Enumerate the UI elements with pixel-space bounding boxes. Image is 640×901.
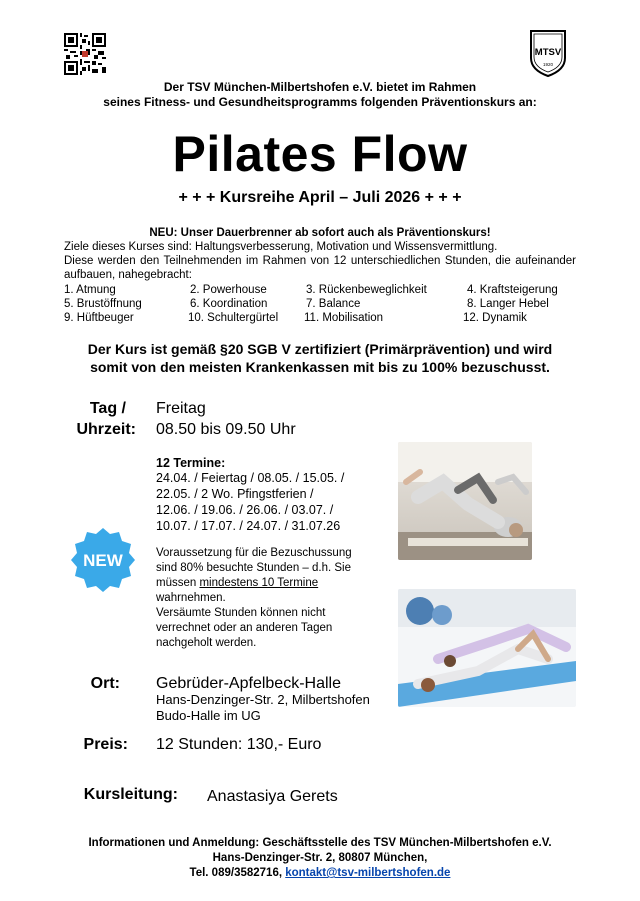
club-logo <box>528 28 568 78</box>
requirement-line-5: Versäumte Stunden können nicht <box>156 607 326 619</box>
price-label: Preis: <box>83 736 128 753</box>
topic-5: 5. Brustöffnung <box>64 298 142 310</box>
intro-line-1: Der TSV München-Milbertshofen e.V. bietet im Rahmen <box>163 80 477 94</box>
requirement-line-3a: müssen <box>156 577 200 589</box>
location-room: Budo-Halle im UG <box>156 708 261 723</box>
location-address: Hans-Denzinger-Str. 2, Milbertshofen <box>156 692 370 707</box>
price-value: 12 Stunden: 130,- Euro <box>156 736 322 753</box>
location-name: Gebrüder-Apfelbeck-Halle <box>156 675 341 692</box>
schedule-day: Freitag <box>156 400 206 417</box>
topic-9: 9. Hüftbeuger <box>64 312 134 324</box>
instructor-name: Anastasiya Gerets <box>207 788 338 805</box>
pilates-photo-1 <box>398 442 532 560</box>
intro-line-2: seines Fitness- und Gesundheitsprogramms folgenden Präventionskurs an: <box>103 95 537 109</box>
schedule-time: 08.50 bis 09.50 Uhr <box>156 421 296 438</box>
termine-dates-1: 24.04. / Feiertag / 08.05. / 15.05. / <box>156 471 345 485</box>
club-logo-text: MTSV <box>534 47 562 58</box>
topic-1: 1. Atmung <box>64 284 116 296</box>
requirement-line-2: sind 80% besuchte Stunden – d.h. Sie <box>156 562 352 574</box>
new-badge-text: NEW <box>83 551 123 570</box>
location-label: Ort: <box>90 675 120 692</box>
course-series: + + + Kursreihe April – Juli 2026 + + + <box>178 189 462 206</box>
new-badge-icon <box>70 526 136 594</box>
requirement-text <box>156 546 352 651</box>
termine-dates-4: 10.07. / 17.07. / 24.07. / 31.07.26 <box>156 519 341 533</box>
topic-6: 6. Koordination <box>190 298 268 310</box>
certification-line-2: somit von den meisten Krankenkassen mit bis zu 100% bezuschusst. <box>90 359 550 375</box>
footer-info <box>0 836 640 851</box>
requirement-line-6: verrechnet oder an anderen Tagen <box>156 622 333 634</box>
termine-dates-3: 12.06. / 19.06. / 26.06. / 03.07. / <box>156 503 334 517</box>
topic-11: 11. Mobilisation <box>304 312 384 324</box>
topic-3: 3. Rückenbeweglichkeit <box>306 284 427 296</box>
requirement-line-3 <box>156 576 352 591</box>
topic-2: 2. Powerhouse <box>190 284 267 296</box>
termine-label: 12 Termine: <box>156 456 226 470</box>
intro-text <box>0 80 640 110</box>
pilates-photo-2 <box>398 589 576 707</box>
footer-info-label: Informationen und Anmeldung: <box>88 837 260 849</box>
termine-dates-2: 22.05. / 2 Wo. Pfingstferien / <box>156 487 314 501</box>
footer-info-text: Geschäftsstelle des TSV München-Milbertshofen e.V. <box>259 837 552 849</box>
requirement-line-7: nachgeholt werden. <box>156 637 257 649</box>
neu-line: NEU: Unser Dauerbrenner ab sofort auch als Präventionskurs! <box>149 227 491 239</box>
topic-12: 12. Dynamik <box>463 312 527 324</box>
topic-8: 8. Langer Hebel <box>467 298 549 310</box>
requirement-minimum: mindestens 10 Termine <box>199 577 319 589</box>
requirement-line-1: Voraussetzung für die Bezuschussung <box>156 547 352 559</box>
topic-10: 10. Schultergürtel <box>188 312 279 324</box>
topic-7: 7. Balance <box>306 298 361 310</box>
footer-contact <box>0 866 640 881</box>
footer-address: Hans-Denzinger-Str. 2, 80807 München, <box>212 852 428 864</box>
instructor-label: Kursleitung: <box>83 786 178 803</box>
goals-text: Ziele dieses Kurses sind: Haltungsverbesserung, Motivation und Wissensvermittlung. <box>64 241 498 253</box>
participants-text: Diese werden den Teilnehmenden im Rahmen von 12 unterschiedlichen Stunden, die aufeinander aufbauen, nahegebracht: <box>64 255 576 281</box>
footer-phone: Tel. 089/3582716, <box>189 867 286 879</box>
footer <box>0 836 640 881</box>
requirement-line-4: wahrnehmen. <box>156 592 226 604</box>
schedule-label-time: Uhrzeit: <box>76 421 136 438</box>
certification-text <box>0 340 640 376</box>
schedule-label-day: Tag / <box>89 400 126 417</box>
course-title: Pilates Flow <box>172 126 468 182</box>
topic-4: 4. Kraftsteigerung <box>467 284 558 296</box>
footer-email-link[interactable]: kontakt@tsv-milbertshofen.de <box>285 867 451 879</box>
club-logo-year: 1920 <box>542 62 554 67</box>
qr-code <box>64 33 106 75</box>
certification-line-1: Der Kurs ist gemäß §20 SGB V zertifiziert (Primärprävention) und wird <box>87 341 553 357</box>
